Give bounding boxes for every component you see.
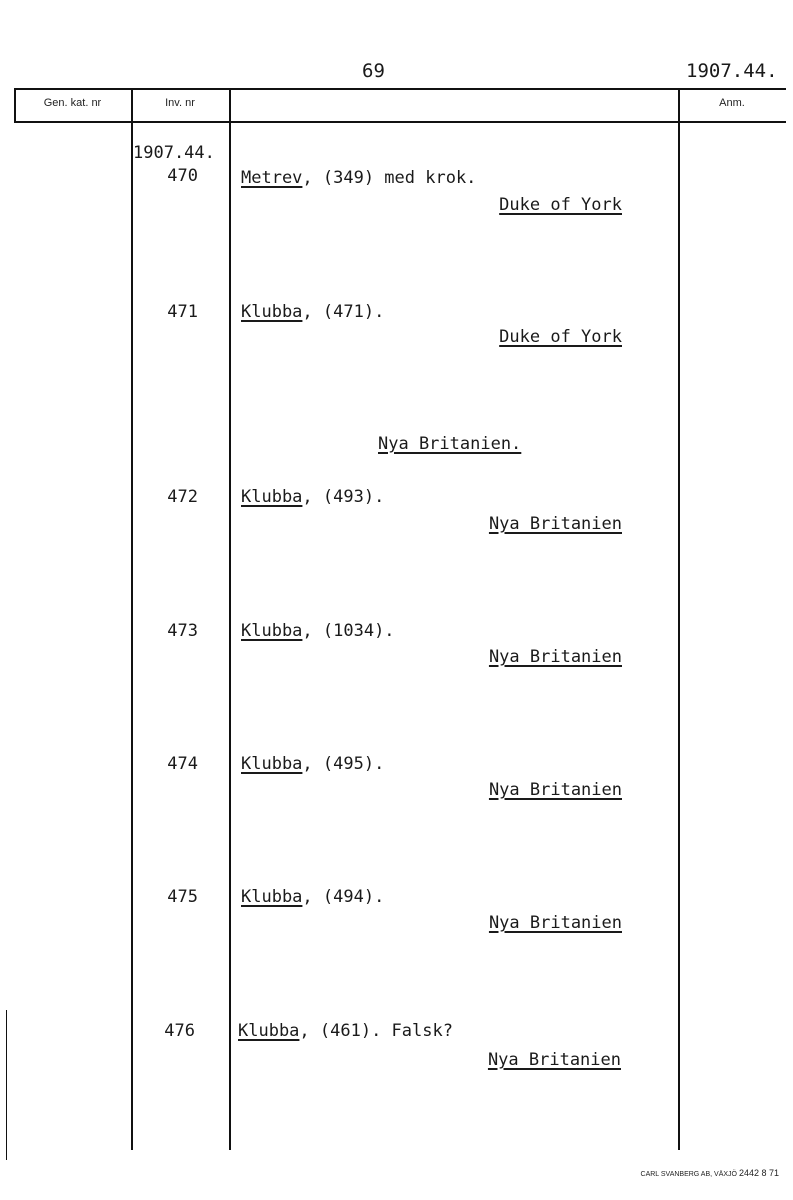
object-description (241, 621, 395, 641)
printer-imprint (641, 1168, 779, 1178)
object-name: Klubba (238, 1021, 300, 1041)
object-description (241, 887, 384, 907)
object-description (241, 754, 384, 774)
inventory-number: 474 (167, 754, 198, 774)
column-header-anm: Anm. (719, 97, 745, 109)
provenance: Nya Britanien (488, 780, 622, 800)
object-name: Metrev (241, 168, 303, 188)
inventory-number: 470 (167, 166, 198, 186)
column-header-inv-nr: Inv. nr (165, 97, 195, 109)
object-name: Klubba (241, 621, 303, 641)
object-name: Klubba (241, 887, 303, 907)
provenance: Nya Britanien (488, 514, 622, 534)
inventory-number: 476 (164, 1021, 195, 1041)
column-divider-2 (229, 88, 231, 1150)
object-details: , (494). (302, 887, 385, 907)
printer-name: CARL SVANBERG AB, VÄXJÖ (640, 1171, 737, 1178)
object-description (238, 1021, 453, 1041)
provenance: Duke of York (499, 327, 622, 347)
column-divider-1 (131, 88, 133, 1150)
object-details: , (495). (302, 754, 385, 774)
table-header-rule (14, 121, 786, 123)
object-details: , (471). (302, 302, 385, 322)
object-details: , (349) med krok. (302, 168, 477, 188)
object-description (241, 487, 384, 507)
object-name: Klubba (241, 487, 303, 507)
object-description (241, 302, 384, 322)
object-details: , (493). (302, 487, 385, 507)
inventory-number: 475 (167, 887, 198, 907)
column-header-gen-kat-nr: Gen. kat. nr (43, 97, 102, 109)
inventory-number: 472 (167, 487, 198, 507)
catalog-number-header: 1907.44. (686, 60, 778, 82)
object-details: , (461). Falsk? (299, 1021, 453, 1041)
section-heading: Nya Britanien. (378, 434, 522, 454)
collection-label: 1907.44. (133, 143, 215, 163)
provenance: Duke of York (499, 195, 622, 215)
page-number: 69 (362, 60, 385, 82)
object-details: , (1034). (302, 621, 395, 641)
table-top-rule (14, 88, 786, 90)
provenance: Nya Britanien (487, 1050, 621, 1070)
form-code: 2442 8 71 (738, 1168, 779, 1178)
object-description (241, 168, 476, 188)
object-name: Klubba (241, 754, 303, 774)
provenance: Nya Britanien (488, 913, 622, 933)
provenance: Nya Britanien (488, 647, 622, 667)
object-name: Klubba (241, 302, 303, 322)
inventory-number: 473 (167, 621, 198, 641)
column-divider-3 (678, 88, 680, 1150)
inventory-number: 471 (167, 302, 198, 322)
binding-margin-line (6, 1010, 7, 1160)
